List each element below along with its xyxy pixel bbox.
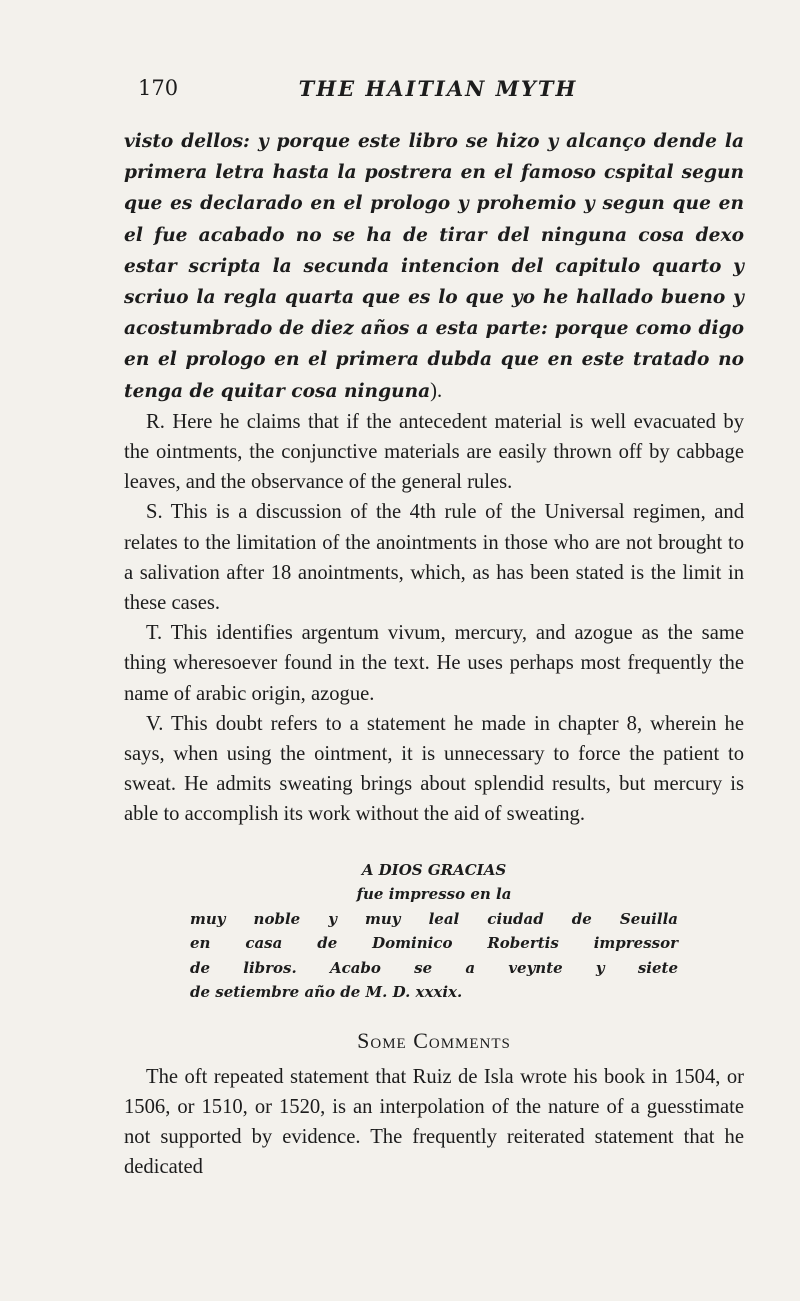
- colophon-line-4: en casa de Dominico Robertis impressor: [190, 934, 678, 953]
- colophon-line-2: fue impresso en la: [356, 885, 512, 904]
- spanish-quote: visto dellos: y porque este libro se hizo y alcanço dende la primera letra hasta la postrera en el famoso cspital segun que es declarado en el prologo y prohemio y segun que en el fue acabado no se ha de tirar del ninguna cosa dexo estar scripta la secunda intencion del capitulo quarto y scriuo la regla quarta que es lo que yo he hallado bueno y acostumbrado de diez años a esta parte: porque como digo en el prologo en el primera dubda que en este tratado no tenga de quitar cosa ninguna: [124, 131, 744, 402]
- note-r: R. Here he claims that if the antecedent material is well evacuated by the ointments, the conjunctive materials are easily thrown off by cabbage leaves, and the observance of the general rules.: [124, 410, 744, 494]
- colophon: [190, 858, 678, 1005]
- page-number: 170: [138, 76, 179, 100]
- body-text: [124, 126, 744, 1183]
- spanish-quote-paragraph: [124, 126, 744, 407]
- section-heading: Some Comments: [357, 1027, 511, 1053]
- colophon-line-3: muy noble y muy leal ciudad de Seuilla: [190, 909, 678, 928]
- note-t: T. This identifies argentum vivum, mercury, and azogue as the same thing wheresoever found in the text. He uses perhaps most frequently the name of arabic origin, azogue.: [124, 622, 744, 705]
- running-head: [138, 76, 738, 106]
- spanish-quote-close: ).: [430, 379, 443, 402]
- note-v: V. This doubt refers to a statement he made in chapter 8, wherein he says, when using the ointment, it is unnecessary to force the patient to sweat. He admits sweating brings about splendid results, but mercury is able to accomplish its work without the aid of sweating.: [124, 712, 744, 826]
- note-s: S. This is a discussion of the 4th rule of the Universal regimen, and relates to the limitation of the anointments in those who are not brought to a salivation after 18 anointments, which, as has been stated is the limit in these cases.: [124, 501, 744, 615]
- colophon-line-1: A DIOS GRACIAS: [361, 860, 507, 879]
- section-paragraph: The oft repeated statement that Ruiz de Isla wrote his book in 1504, or 1506, or 1510, or 1520, is an interpolation of the nature of a guesstimate not supported by evidence. The frequently reiterated statement that he dedicated: [124, 1065, 744, 1179]
- colophon-line-6: de setiembre año de M. D. xxxix.: [190, 983, 463, 1002]
- running-title: THE HAITIAN MYTH: [298, 76, 578, 101]
- colophon-line-5: de libros. Acabo se a veynte y siete: [190, 958, 678, 977]
